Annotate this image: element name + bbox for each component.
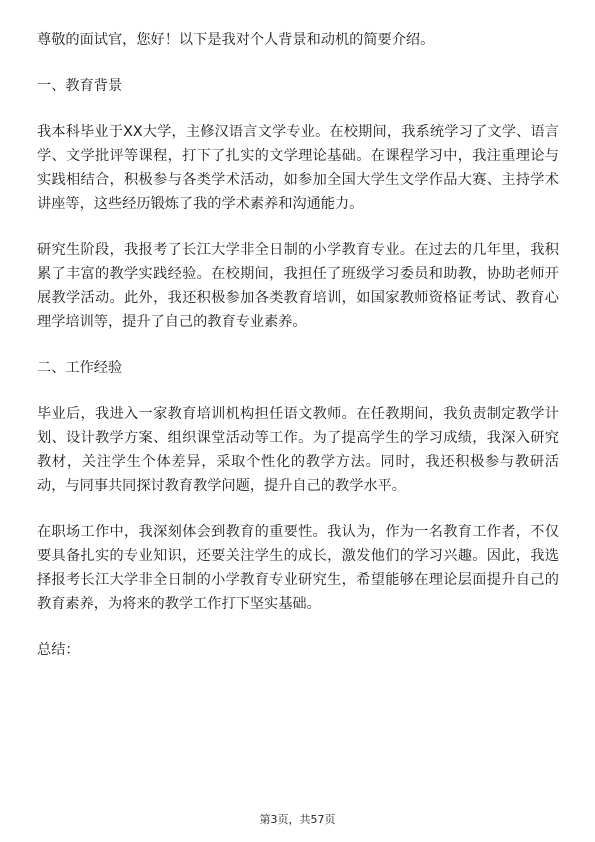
work-paragraph-2: 在职场工作中，我深刻体会到教育的重要性。我认为，作为一名教育工作者，不仅要具备扎实的专业知识，还要关注学生的成长，激发他们的学习兴趣。因此，我选择报考长江大学非全日制的小学教育专业研究生，希望能够在理论层面提升自己的教育素养，为将来的教学工作打下坚实基础。: [37, 524, 559, 612]
education-paragraph-2: 研究生阶段，我报考了长江大学非全日制的小学教育专业。在过去的几年里，我积累了丰富的教学实践经验。在校期间，我担任了班级学习委员和助教，协助老师开展教学活动。此外，我还积极参加各类教育培训，如国家教师资格证考试、教育心理学培训等，提升了自己的教育专业素养。: [37, 242, 559, 330]
section-heading-education: 一、教育背景: [37, 78, 123, 94]
summary-heading: 总结：: [37, 642, 80, 658]
page-number: 第3页，共57页: [259, 813, 336, 826]
work-paragraph-1: 毕业后，我进入一家教育培训机构担任语文教师。在任教期间，我负责制定教学计划、设计教学方案、组织课堂活动等工作。为了提高学生的学习成绩，我深入研究教材，关注学生个体差异，采取个性化的教学方法。同时，我还积极参与教研活动，与同事共同探讨教育教学问题，提升自己的教学水平。: [37, 406, 559, 494]
intro-paragraph: 尊敬的面试官，您好！以下是我对个人背景和动机的简要介绍。: [37, 32, 435, 48]
document-body: [37, 28, 559, 662]
education-paragraph-1: 我本科毕业于XX大学，主修汉语言文学专业。在校期间，我系统学习了文学、语言学、文学批评等课程，打下了扎实的文学理论基础。在课程学习中，我注重理论与实践相结合，积极参与各类学术活动，如参加全国大学生文学作品大赛、主持学术讲座等，这些经历锻炼了我的学术素养和沟通能力。: [37, 124, 559, 212]
section-heading-work: 二、工作经验: [37, 360, 123, 376]
